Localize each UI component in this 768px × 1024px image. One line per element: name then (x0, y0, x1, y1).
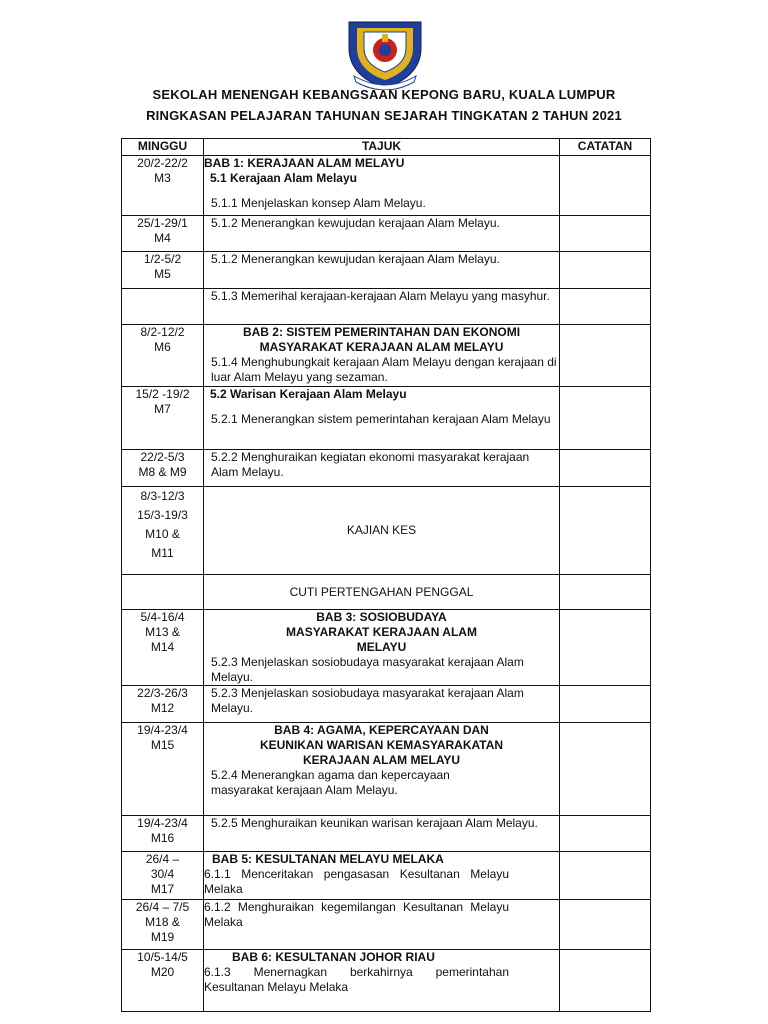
mid-term-break-label: CUTI PERTENGAHAN PENGGAL (289, 584, 474, 599)
learning-objective: 6.1.2 Menghuraikan kegemilangan Kesultanan Melayu Melaka (204, 900, 509, 929)
notes-cell (560, 156, 651, 216)
table-row (122, 816, 651, 852)
table-row (122, 950, 651, 1012)
chapter-title: BAB 5: KESULTANAN MELAYU MELAKA (212, 852, 444, 866)
topic-cell (204, 252, 560, 289)
week-number: M20 (150, 965, 175, 979)
topic-cell (204, 216, 560, 252)
week-cell (122, 289, 204, 325)
notes-cell (560, 387, 651, 450)
week-cell (122, 325, 204, 387)
chapter-title: BAB 1: KERAJAAN ALAM MELAYU (204, 156, 405, 170)
column-header-week: MINGGU (122, 139, 204, 156)
week-dates: 19/4-23/4 (137, 816, 188, 830)
week-number: M16 (150, 831, 175, 845)
notes-cell (560, 686, 651, 723)
week-number: M12 (150, 701, 175, 715)
notes-cell (560, 900, 651, 950)
table-row (122, 216, 651, 252)
week-dates: 10/5-14/5 (137, 950, 188, 964)
week-dates: 15/2 -19/2 (135, 387, 190, 401)
week-number: M10 & (145, 527, 180, 541)
learning-objective: 5.2.2 Menghuraikan kegiatan ekonomi masyarakat kerajaan Alam Melayu. (211, 450, 530, 479)
week-cell (122, 216, 204, 252)
week-number: M6 (154, 340, 171, 354)
topic-cell (204, 723, 560, 816)
week-number: M14 (150, 640, 175, 654)
learning-objective: 5.2.3 Menjelaskan sosiobudaya masyarakat kerajaan Alam Melayu. (211, 655, 524, 684)
week-cell (122, 487, 204, 575)
topic-cell (204, 610, 560, 686)
learning-objective: 5.1.2 Menerangkan kewujudan kerajaan Alam Melayu. (211, 252, 500, 266)
notes-cell (560, 216, 651, 252)
chapter-title: BAB 2: SISTEM PEMERINTAHAN DAN EKONOMI MASYARAKAT KERAJAAN ALAM MELAYU (242, 325, 521, 354)
topic-cell (204, 900, 560, 950)
table-row (122, 487, 651, 575)
week-cell (122, 852, 204, 900)
week-dates: 20/2-22/2 (137, 156, 188, 170)
case-study-label: KAJIAN KES (346, 523, 417, 537)
topic-cell (204, 156, 560, 216)
subtopic-title: 5.2 Warisan Kerajaan Alam Melayu (210, 387, 407, 401)
topic-cell (204, 686, 560, 723)
week-dates: 30/4 (150, 867, 175, 881)
table-row (122, 325, 651, 387)
week-cell (122, 575, 204, 610)
week-cell (122, 950, 204, 1012)
notes-cell (560, 610, 651, 686)
week-dates: 22/3-26/3 (137, 686, 188, 700)
week-dates: 26/4 – 7/5 (135, 900, 190, 914)
table-row (122, 156, 651, 216)
week-cell (122, 156, 204, 216)
chapter-title: BAB 6: KESULTANAN JOHOR RIAU (232, 950, 435, 964)
week-dates: 8/3-12/3 (140, 489, 185, 503)
lesson-plan-table (121, 138, 651, 1012)
chapter-title: BAB 3: SOSIOBUDAYA MASYARAKAT KERAJAAN ALAM MELAYU (286, 610, 477, 654)
subtopic-title: 5.1 Kerajaan Alam Melayu (210, 171, 357, 185)
topic-cell (204, 289, 560, 325)
week-dates: 25/1-29/1 (137, 216, 188, 230)
week-cell (122, 723, 204, 816)
week-cell (122, 387, 204, 450)
week-dates: 19/4-23/4 (137, 723, 188, 737)
learning-objective: 6.1.3 Menernagkan berkahirnya pemerintahan Kesultanan Melayu Melaka (204, 965, 509, 994)
week-dates: 8/2-12/2 (140, 325, 185, 339)
column-header-notes: CATATAN (560, 139, 651, 156)
notes-cell (560, 325, 651, 387)
notes-cell (560, 487, 651, 575)
table-row (122, 900, 651, 950)
learning-objective: 5.2.5 Menghuraikan keunikan warisan kerajaan Alam Melayu. (211, 816, 538, 830)
table-row (122, 575, 651, 610)
document-title: RINGKASAN PELAJARAN TAHUNAN SEJARAH TINGKATAN 2 TAHUN 2021 (146, 108, 622, 123)
week-number: M4 (154, 231, 171, 245)
learning-objective: 5.1.2 Menerangkan kewujudan kerajaan Alam Melayu. (211, 216, 500, 230)
topic-cell (204, 950, 560, 1012)
week-cell (122, 610, 204, 686)
notes-cell (560, 450, 651, 487)
notes-cell (560, 723, 651, 816)
notes-cell (560, 252, 651, 289)
table-row (122, 450, 651, 487)
week-number: M7 (154, 402, 171, 416)
learning-objective: 6.1.1 Menceritakan pengasasan Kesultanan Melayu Melaka (204, 867, 509, 896)
week-dates: 1/2-5/2 (143, 252, 182, 266)
week-cell (122, 900, 204, 950)
topic-cell (204, 387, 560, 450)
week-number: M3 (154, 171, 171, 185)
week-dates: 26/4 – (145, 852, 180, 866)
table-row (122, 289, 651, 325)
topic-cell (204, 325, 560, 387)
notes-cell (560, 816, 651, 852)
learning-objective: 5.1.4 Menghubungkait kerajaan Alam Melayu dengan kerajaan di luar Alam Melayu yang sezaman. (211, 355, 557, 384)
topic-cell (204, 450, 560, 487)
notes-cell (560, 289, 651, 325)
learning-objective: 5.2.4 Menerangkan agama dan kepercayaan masyarakat kerajaan Alam Melayu. (211, 768, 450, 797)
learning-objective: 5.1.3 Memerihal kerajaan-kerajaan Alam Melayu yang masyhur. (211, 289, 550, 303)
week-number: M17 (150, 882, 175, 896)
learning-objective: 5.2.3 Menjelaskan sosiobudaya masyarakat kerajaan Alam Melayu. (211, 686, 524, 715)
week-number: M13 & (145, 625, 180, 639)
week-cell (122, 686, 204, 723)
school-crest-logo (344, 18, 426, 90)
notes-cell (560, 852, 651, 900)
table-row (122, 852, 651, 900)
table-row (122, 387, 651, 450)
chapter-title: BAB 4: AGAMA, KEPERCAYAAN DAN KEUNIKAN WARISAN KEMASYARAKATAN KERAJAAN ALAM MELAYU (259, 723, 504, 767)
table-row (122, 723, 651, 816)
table-row (122, 610, 651, 686)
table-row (122, 686, 651, 723)
table-header-row (122, 139, 651, 156)
week-number: M8 & M9 (138, 465, 187, 479)
week-cell (122, 450, 204, 487)
week-number: M18 & (145, 915, 180, 929)
table-row (122, 252, 651, 289)
week-number: M15 (150, 738, 175, 752)
week-number: M11 (151, 546, 174, 560)
notes-cell (560, 950, 651, 1012)
week-number: M5 (154, 267, 171, 281)
notes-cell (560, 575, 651, 610)
topic-cell (204, 575, 560, 610)
week-cell (122, 816, 204, 852)
column-header-topic: TAJUK (204, 139, 560, 156)
week-dates: 22/2-5/3 (140, 450, 185, 464)
learning-objective: 5.2.1 Menerangkan sistem pemerintahan kerajaan Alam Melayu (211, 412, 551, 426)
week-number: M19 (150, 930, 175, 944)
week-cell (122, 252, 204, 289)
week-dates: 5/4-16/4 (140, 610, 185, 624)
topic-cell (204, 816, 560, 852)
topic-cell (204, 852, 560, 900)
topic-cell (204, 487, 560, 575)
learning-objective: 5.1.1 Menjelaskan konsep Alam Melayu. (211, 196, 426, 210)
week-dates: 15/3-19/3 (137, 508, 188, 522)
school-name-heading: SEKOLAH MENENGAH KEBANGSAAN KEPONG BARU, KUALA LUMPUR (152, 87, 616, 102)
crest-blue-center (379, 44, 391, 56)
